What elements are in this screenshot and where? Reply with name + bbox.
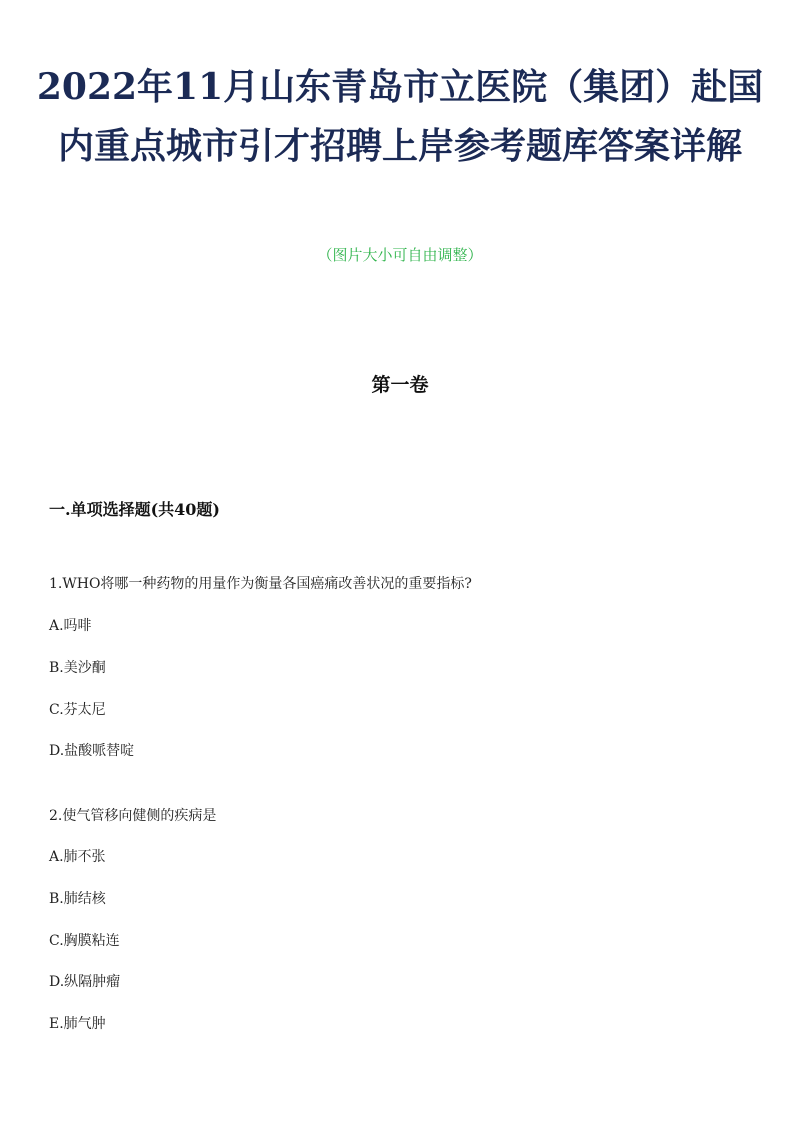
- answer-option: E.肺气肿: [49, 1016, 106, 1032]
- document-title: 2022年11月山东青岛市立医院（集团）赴国内重点城市引才招聘上岸参考题库答案详解: [36, 66, 764, 167]
- answer-option: D.盐酸哌替啶: [49, 743, 135, 759]
- answer-option: C.芬太尼: [49, 702, 106, 718]
- answer-option: B.美沙酮: [49, 660, 106, 676]
- answer-option: A.肺不张: [49, 849, 106, 865]
- answer-option: C.胸膜粘连: [49, 933, 120, 949]
- answer-option: D.纵隔肿瘤: [49, 974, 121, 990]
- document-subtitle: （图片大小可自由调整）: [317, 246, 483, 264]
- section-heading: 一.单项选择题(共40题): [49, 500, 220, 519]
- volume-heading: 第一卷: [371, 374, 429, 396]
- question-stem: 1.WHO将哪一种药物的用量作为衡量各国癌痛改善状况的重要指标?: [49, 576, 472, 592]
- answer-option: B.肺结核: [49, 891, 106, 907]
- question-stem: 2.使气管移向健侧的疾病是: [49, 808, 217, 824]
- answer-option: A.吗啡: [49, 618, 92, 634]
